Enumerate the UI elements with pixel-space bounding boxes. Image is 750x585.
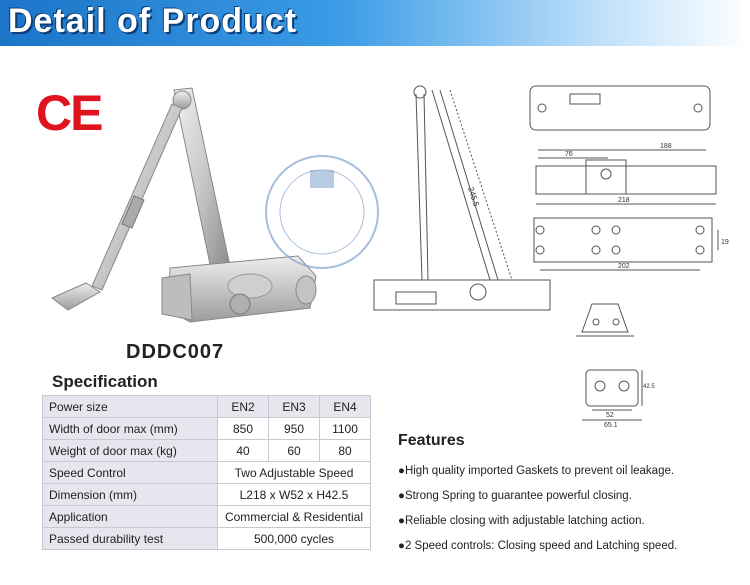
table-row [43,440,371,462]
spec-cell: 500,000 cycles [218,528,371,550]
product-model: DDDC007 [126,341,225,363]
end-view-drawing [576,304,634,336]
table-row [43,462,371,484]
ce-mark: CE [36,85,102,141]
spec-cell: EN3 [269,396,320,418]
spec-label: Application [43,506,218,528]
spec-label: Passed durability test [43,528,218,550]
feature-item: ●Strong Spring to guarantee powerful closing. [398,490,632,502]
spec-cell: Two Adjustable Speed [218,462,371,484]
spec-cell: 950 [269,418,320,440]
header-banner [0,0,750,46]
dim-52: 52 [606,412,614,419]
spec-cell: L218 x W52 x H42.5 [218,484,371,506]
spec-label: Speed Control [43,462,218,484]
spec-cell: 80 [320,440,371,462]
technical-drawings [360,70,740,430]
spec-cell: 850 [218,418,269,440]
spec-cell: 1100 [320,418,371,440]
spec-label: Power size [43,396,218,418]
spec-cell: EN4 [320,396,371,418]
specification-title: Specification [52,372,158,391]
top-view-drawing [530,86,710,130]
dim-202: 202 [618,263,630,270]
feature-item: ●2 Speed controls: Closing speed and Latching speed. [398,540,678,552]
spec-cell: 60 [269,440,320,462]
spec-label: Weight of door max (kg) [43,440,218,462]
table-row [43,506,371,528]
dim-42-5: 42.5 [643,384,655,390]
spec-cell: EN2 [218,396,269,418]
dim-188: 188 [660,143,672,150]
dim-19: 19 [721,239,729,246]
spec-label: Width of door max (mm) [43,418,218,440]
table-row [43,418,371,440]
bottom-view-drawing [534,218,729,270]
feature-item: ●High quality imported Gaskets to prevent oil leakage. [398,465,675,477]
dim-arm: 245.5 [466,185,481,208]
spec-cell: 40 [218,440,269,462]
dim-65-1: 65.1 [604,422,618,429]
table-row [43,396,371,418]
features-list [398,462,677,562]
end-view-dimensions-drawing [582,370,655,429]
features-title: Features [398,432,465,449]
table-row [43,484,371,506]
dim-76: 76 [565,151,573,158]
side-view-drawing [374,86,550,310]
specification-table [42,395,371,550]
spec-cell: Commercial & Residential [218,506,371,528]
table-row [43,528,371,550]
feature-item: ●Reliable closing with adjustable latching action. [398,515,645,527]
spec-label: Dimension (mm) [43,484,218,506]
dim-218: 218 [618,197,630,204]
front-view-drawing [536,143,716,204]
page-title: Detail of Product [8,2,298,40]
